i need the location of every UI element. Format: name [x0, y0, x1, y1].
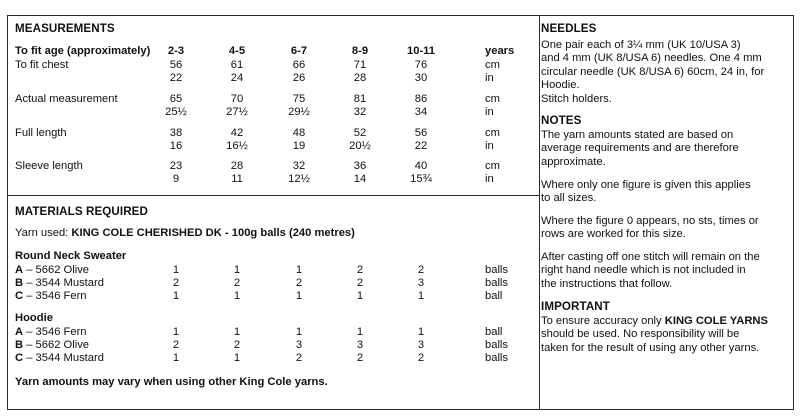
- size-header: 10-11: [407, 45, 435, 57]
- measurement-value-cm: 56: [414, 127, 428, 139]
- measurement-value-cm: 71: [353, 59, 367, 71]
- measurement-value-in: 26: [292, 72, 306, 84]
- unit-in: in: [485, 106, 494, 118]
- measurement-value-in: 15¾: [410, 173, 432, 185]
- needles-line: Stitch holders.: [541, 92, 612, 105]
- needles-line: and 4 mm (UK 8/USA 6) needles. One 4 mm: [541, 52, 762, 65]
- measurement-label: Sleeve length: [15, 160, 83, 172]
- notes-paragraph: [541, 251, 791, 291]
- yarn-colour-label: [15, 352, 104, 365]
- ball-count: 1: [233, 264, 241, 276]
- yarn-colour-label: [15, 339, 89, 352]
- materials-title: MATERIALS REQUIRED: [15, 205, 148, 218]
- measurement-label: Full length: [15, 127, 67, 139]
- ball-count: 2: [295, 277, 303, 289]
- unit-in: in: [485, 173, 494, 185]
- important-line: [541, 315, 791, 328]
- measurement-value-in: 20½: [349, 140, 371, 152]
- ball-count: 2: [172, 339, 180, 351]
- unit-cm: cm: [485, 127, 500, 139]
- notes-line: The yarn amounts stated are based on: [541, 129, 734, 141]
- unit-cm: cm: [485, 160, 500, 172]
- ball-count: 3: [417, 339, 425, 351]
- unit-in: in: [485, 72, 494, 84]
- measurement-value-cm: 66: [292, 59, 306, 71]
- ball-count: 2: [233, 277, 241, 289]
- ball-count: 1: [233, 290, 241, 302]
- ball-count: 2: [356, 264, 364, 276]
- yarn-name: – 5662 Olive: [23, 339, 90, 351]
- measurement-value-cm: 40: [414, 160, 428, 172]
- ball-count: 1: [417, 326, 425, 338]
- yarn-colour-label: [15, 290, 87, 303]
- needles-line: One pair each of 3¼ mm (UK 10/USA 3): [541, 39, 741, 51]
- ball-unit: balls: [485, 339, 509, 351]
- yarn-code: C: [15, 352, 24, 364]
- yarn-name: – 3546 Fern: [23, 290, 87, 302]
- ball-count: 1: [295, 326, 303, 338]
- ball-count: 3: [417, 277, 425, 289]
- vertical-divider: [539, 16, 540, 409]
- size-header: 8-9: [351, 45, 369, 57]
- age-header-label: To fit age (approximately): [15, 45, 151, 57]
- measurement-value-cm: 48: [292, 127, 306, 139]
- size-header: 4-5: [228, 45, 246, 57]
- measurement-value-in: 12½: [288, 173, 310, 185]
- measurement-value-in: 32: [353, 106, 367, 118]
- brand-name: KING COLE YARNS: [664, 315, 768, 327]
- measurement-value-in: 11: [231, 173, 243, 185]
- measurement-value-in: 19: [292, 140, 306, 152]
- important-title: IMPORTANT: [541, 300, 610, 313]
- measurements-title: MEASUREMENTS: [15, 22, 115, 35]
- measurement-value-in: 22: [169, 72, 183, 84]
- measurement-value-cm: 81: [353, 93, 367, 105]
- notes-paragraph: [541, 179, 791, 206]
- measurement-value-cm: 23: [169, 160, 183, 172]
- notes-paragraph: [541, 215, 791, 242]
- notes-line: After casting off one stitch will remain on the: [541, 251, 760, 263]
- measurement-value-in: 29½: [288, 106, 310, 118]
- ball-unit: ball: [485, 326, 503, 338]
- ball-count: 2: [417, 352, 425, 364]
- unit-in: in: [485, 140, 494, 152]
- ball-count: 1: [356, 290, 364, 302]
- yarn-code: C: [15, 290, 24, 302]
- ball-count: 1: [295, 264, 303, 276]
- measurement-value-cm: 61: [230, 59, 244, 71]
- measurement-value-in: 16½: [226, 140, 248, 152]
- yarn-used-value: KING COLE CHERISHED DK - 100g balls (240 metres): [71, 227, 355, 239]
- ball-count: 2: [356, 277, 364, 289]
- important-line-pre: To ensure accuracy only: [541, 315, 665, 327]
- ball-count: 2: [417, 264, 425, 276]
- yarn-name: – 5662 Olive: [23, 264, 90, 276]
- measurement-value-cm: 65: [169, 93, 183, 105]
- ball-count: 1: [417, 290, 425, 302]
- garment-title: Round Neck Sweater: [15, 250, 127, 262]
- ball-count: 2: [295, 352, 303, 364]
- size-header: 2-3: [167, 45, 185, 57]
- ball-count: 1: [172, 326, 180, 338]
- yarn-colour-label: [15, 264, 89, 277]
- measurement-value-cm: 75: [292, 93, 306, 105]
- ball-count: 1: [295, 290, 303, 302]
- measurement-value-cm: 32: [292, 160, 306, 172]
- measurement-value-cm: 76: [414, 59, 428, 71]
- notes-line: the instructions that follow.: [541, 277, 673, 290]
- yarn-name: – 3544 Mustard: [23, 277, 104, 289]
- yarn-code: B: [15, 277, 24, 289]
- measurement-value-in: 28: [353, 72, 367, 84]
- unit-cm: cm: [485, 59, 500, 71]
- ball-count: 2: [172, 277, 180, 289]
- ball-count: 1: [172, 352, 180, 364]
- needles-title: NEEDLES: [541, 22, 597, 35]
- ball-unit: balls: [485, 352, 509, 364]
- yarn-name: – 3546 Fern: [23, 326, 87, 338]
- measurement-value-cm: 36: [353, 160, 367, 172]
- needles-line: circular needle (UK 8/USA 6) 60cm, 24 in, for: [541, 65, 765, 78]
- yarn-colour-label: [15, 277, 104, 290]
- measurement-value-in: 27½: [226, 106, 248, 118]
- measurement-value-in: 24: [230, 72, 244, 84]
- ball-count: 1: [233, 326, 241, 338]
- ball-unit: balls: [485, 277, 509, 289]
- ball-unit: ball: [485, 290, 503, 302]
- notes-line: approximate.: [541, 155, 606, 168]
- ball-unit: balls: [485, 264, 509, 276]
- notes-paragraph: [541, 129, 791, 169]
- measurement-value-in: 34: [414, 106, 428, 118]
- needles-line: Hoodie.: [541, 79, 580, 92]
- garment-title: Hoodie: [15, 312, 53, 324]
- unit-header: years: [485, 45, 515, 57]
- notes-line: right hand needle which is not included in: [541, 264, 746, 277]
- yarn-code: B: [15, 339, 24, 351]
- yarn-colour-label: [15, 326, 87, 339]
- ball-count: 2: [233, 339, 241, 351]
- needles-text: [541, 39, 791, 106]
- measurement-value-cm: 56: [169, 59, 183, 71]
- important-line: taken for the result of using any other yarns.: [541, 341, 760, 354]
- measurement-value-in: 30: [414, 72, 428, 84]
- ball-count: 3: [356, 339, 364, 351]
- size-header: 6-7: [290, 45, 308, 57]
- ball-count: 3: [295, 339, 303, 351]
- notes-line: Where the figure 0 appears, no sts, times or: [541, 215, 759, 227]
- materials-footer: Yarn amounts may vary when using other King Cole yarns.: [15, 376, 328, 388]
- horizontal-divider: [8, 195, 539, 196]
- measurement-value-in: 14: [353, 173, 367, 185]
- measurement-value-cm: 70: [230, 93, 244, 105]
- ball-count: 1: [356, 326, 364, 338]
- measurement-label: Actual measurement: [15, 93, 118, 105]
- notes-line: rows are worked for this size.: [541, 228, 686, 241]
- measurement-value-cm: 42: [230, 127, 244, 139]
- measurement-value-in: 22: [414, 140, 428, 152]
- yarn-code: A: [15, 326, 24, 338]
- notes-line: Where only one figure is given this applies: [541, 179, 751, 191]
- measurement-value-in: 9: [172, 173, 180, 185]
- measurement-value-in: 16: [169, 140, 183, 152]
- important-text: [541, 315, 791, 355]
- unit-cm: cm: [485, 93, 500, 105]
- yarn-code: A: [15, 264, 24, 276]
- measurement-value-in: 25½: [165, 106, 187, 118]
- ball-count: 1: [172, 290, 180, 302]
- yarn-used-label: Yarn used:: [15, 227, 72, 239]
- notes-line: to all sizes.: [541, 192, 597, 205]
- ball-count: 1: [172, 264, 180, 276]
- ball-count: 2: [356, 352, 364, 364]
- yarn-used-line: [15, 227, 355, 240]
- measurement-value-cm: 86: [414, 93, 428, 105]
- notes-line: average requirements and are therefore: [541, 142, 739, 155]
- measurement-label: To fit chest: [15, 59, 69, 71]
- ball-count: 1: [233, 352, 241, 364]
- yarn-name: – 3544 Mustard: [23, 352, 104, 364]
- measurement-value-cm: 38: [169, 127, 183, 139]
- measurement-value-cm: 52: [353, 127, 367, 139]
- notes-title: NOTES: [541, 114, 582, 127]
- important-line: should be used. No responsibility will be: [541, 328, 740, 341]
- measurement-value-cm: 28: [230, 160, 244, 172]
